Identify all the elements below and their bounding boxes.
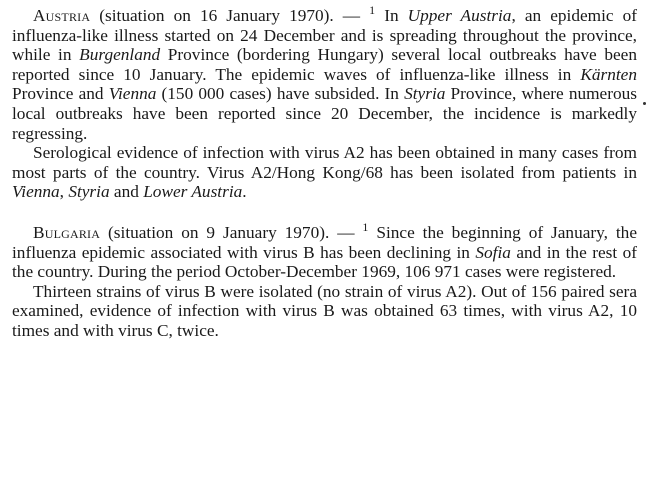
footnote-marker: 1	[362, 220, 369, 235]
place-name: Vienna	[12, 182, 60, 202]
austria-paragraph-2	[12, 143, 637, 202]
place-name: Styria	[68, 182, 110, 202]
text-run: and	[109, 182, 144, 202]
section-gap	[12, 202, 637, 223]
text-run: Thirteen strains of virus B were isolated (no strain of virus A2). Out of 156 paired sera examined, evidence of infection with virus B was obtained 63 times, with virus A2, 10 times and with virus C, twice.	[12, 281, 637, 340]
text-run: (situation on 16 January 1970). —	[90, 6, 370, 25]
text-run: Since the beginning of January, the influenza epidemic associated with virus B has been declining in	[12, 222, 637, 262]
text-run: .	[242, 182, 247, 202]
text-run: (situation on 9 January 1970). —	[100, 222, 363, 242]
place-name: Styria	[404, 84, 446, 104]
text-run: Serological evidence of infection with virus A2 has been obtained in many cases from most parts of the country. Virus A2/Hong Kong/68 has been isolated from patients in	[12, 143, 637, 182]
place-name: Kärnten	[580, 64, 637, 84]
text-run: Province and	[12, 84, 109, 104]
bulgaria-paragraph-2	[12, 282, 637, 341]
place-name: Sofia	[475, 242, 511, 262]
print-speck	[643, 102, 646, 105]
place-name: Lower Austria	[143, 182, 243, 202]
place-name: Burgenland	[79, 45, 161, 65]
place-name: Vienna	[108, 84, 157, 104]
austria-paragraph-1	[12, 3, 637, 143]
place-name: Upper Austria	[407, 6, 512, 25]
text-run: Province, where numerous local outbreaks have been reported since 20 December, the incidence is markedly regressing.	[12, 84, 637, 143]
text-run: Province (bordering Hungary) several local outbreaks have been reported since 10 January. The epidemic waves of influenza-like illness in	[12, 45, 637, 84]
text-run: (150 000 cases) have subsided. In	[156, 84, 405, 104]
text-run: ,	[59, 182, 69, 202]
bulgaria-paragraph-1	[12, 220, 637, 282]
country-name: Austria	[33, 6, 91, 25]
text-run: , an epidemic of influenza-like illness started on 24 December and is spreading throughout the province, while in	[12, 6, 637, 65]
text-run: In	[375, 6, 408, 25]
text-run: and in the rest of the country. During the period October-December 1969, 106 971 cases were registered.	[12, 242, 637, 282]
footnote-marker: 1	[369, 3, 376, 18]
country-name: Bulgaria	[33, 222, 101, 242]
